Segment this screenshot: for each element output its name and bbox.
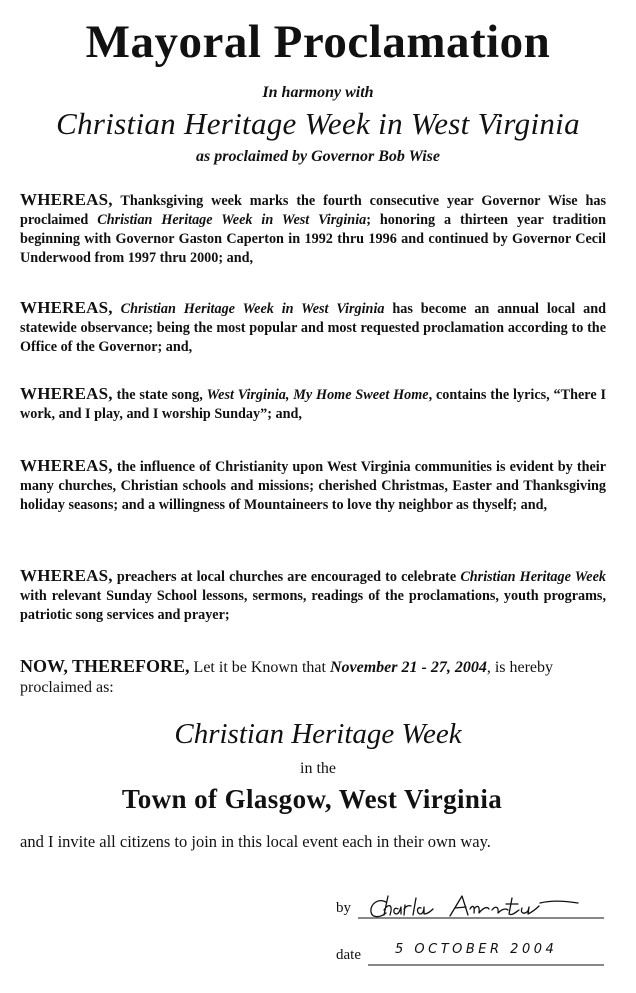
whereas-lead: WHEREAS, — [20, 190, 113, 209]
resolution-text: Let it be Known that — [189, 659, 330, 676]
by-label: by — [336, 900, 351, 916]
heritage-week-heading: Christian Heritage Week in West Virginia — [56, 106, 580, 141]
paragraph-text: Thanksgiving week marks the fourth consecutive year Governor Wise has proclaimed — [20, 193, 606, 228]
paragraph-text: ; honoring a thirteen year tradition beginning with Governor Gaston Caperton in 1992 thru 1996 and continued by Governor Cecil Underwood from 1997 thru 2000; and, — [20, 212, 607, 266]
whereas-lead: WHEREAS, — [20, 298, 113, 317]
proclamation-dates: November 21 - 27, 2004 — [329, 659, 487, 676]
whereas-lead: WHEREAS, — [20, 384, 113, 403]
handwritten-signature — [371, 896, 578, 917]
date-label: date — [336, 947, 361, 963]
town-name: Town of Glasgow, West Virginia — [121, 784, 503, 814]
paragraph-text: preachers at local churches are encouraged to celebrate — [112, 569, 461, 585]
document-title: Mayoral Proclamation — [85, 16, 551, 68]
paragraph-text: has become an annual local and statewide observance; being the most popular and most requested proclamation according to the Office of the Governor; and, — [20, 301, 606, 355]
paragraph-text: the state song, — [112, 387, 207, 403]
resolution-lead: NOW, THEREFORE, — [20, 656, 190, 676]
paragraph-text: with relevant Sunday School lessons, sermons, readings of the proclamations, youth programs, patriotic song services and prayer; — [20, 588, 606, 623]
paragraph-italic: Christian Heritage Week in West Virginia — [97, 212, 367, 228]
proclaimed-week-title: Christian Heritage Week — [174, 718, 462, 750]
paragraph-italic: West Virginia, My Home Sweet Home — [206, 387, 429, 403]
paragraph-text: , contains the lyrics, “There I work, and I play, and I worship Sunday”; and, — [20, 387, 607, 422]
whereas-lead: WHEREAS, — [20, 566, 113, 585]
invitation-text: and I invite all citizens to join in this local event each in their own way. — [20, 832, 491, 851]
handwritten-date: 5 OCTOBER 2004 — [395, 942, 558, 957]
proclaimed-by-line: as proclaimed by Governor Bob Wise — [196, 148, 440, 165]
whereas-lead: WHEREAS, — [20, 456, 113, 475]
in-the-text: in the — [300, 760, 336, 777]
harmony-subtitle: In harmony with — [262, 84, 374, 101]
paragraph-italic: Christian Heritage Week in West Virginia — [120, 301, 385, 317]
paragraph-italic: Christian Heritage Week — [460, 569, 606, 585]
resolution-text: , is hereby proclaimed as: — [20, 659, 554, 696]
paragraph-text: the influence of Christianity upon West Virginia communities is evident by their many churches, Christian schools and missions; cherished Christmas, Easter and Thanksgiving holiday seasons; and a willingness of Mountaineers to love thy neighbor as thyself; and, — [20, 459, 606, 513]
